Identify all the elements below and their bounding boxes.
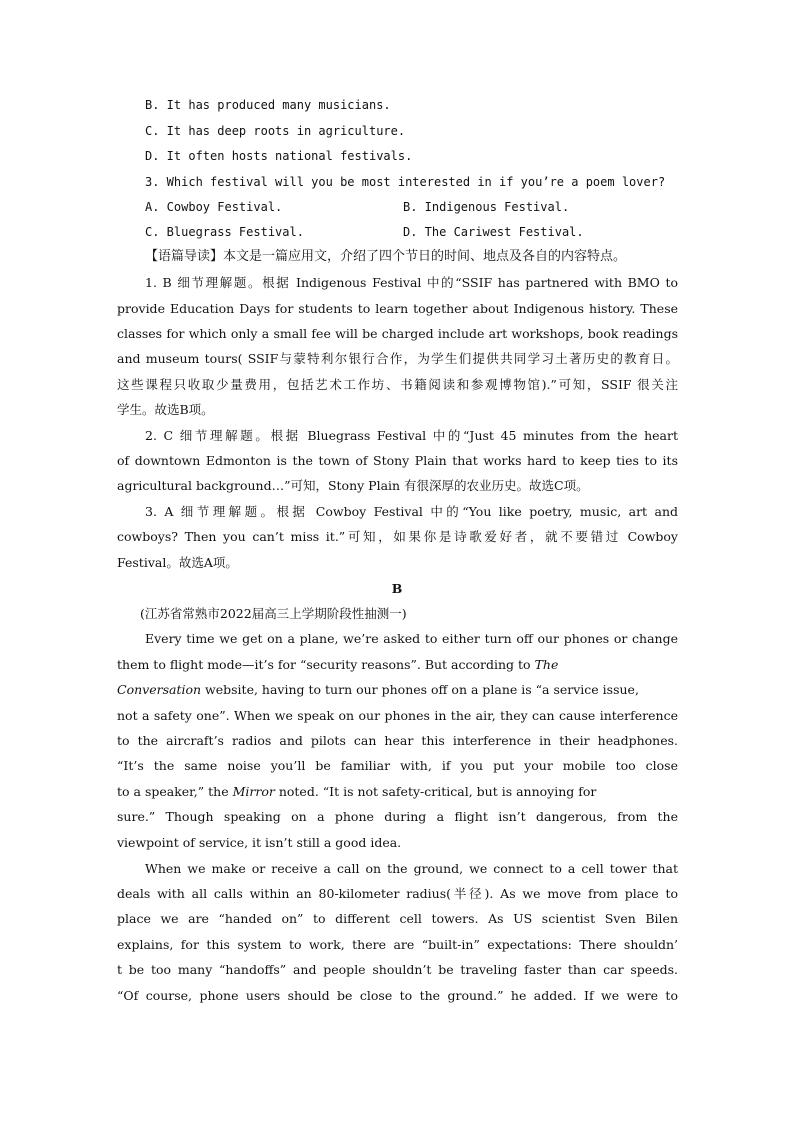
passage-p1-line: not a safety one”. When we speak on our phones in the air, they can cause interference <box>117 708 678 723</box>
answer-1-line: 这些课程只收取少量费用，包括艺术工作坊、书籍阅读和参观博物馆).”可知，SSIF 很关注 <box>117 377 678 392</box>
q3-option-a: A. Cowboy Festival. <box>145 200 283 214</box>
answer-3-line: 3. A 细节理解题。根据 Cowboy Festival 中的“You like poetry, music, art and <box>145 504 678 519</box>
q3-option-d: D. The Cariwest Festival. <box>403 225 584 239</box>
passage-guide: 【语篇导读】本文是一篇应用文，介绍了四个节日的时间、地点及各自的内容特点。 <box>145 249 627 264</box>
answer-2-line: agricultural background…”可知，Stony Plain 有很深厚的农业历史。故选C项。 <box>117 478 589 493</box>
publication-title: Conversation <box>117 682 202 697</box>
q3-option-b: B. Indigenous Festival. <box>403 200 570 214</box>
passage-p1-line: viewpoint of service, it isn’t still a good idea. <box>117 835 402 850</box>
passage-p2-line: explains, for this system to work, there are “built-in” expectations: There shouldn’ <box>117 937 678 952</box>
q2-option-c: C. It has deep roots in agriculture. <box>145 124 406 138</box>
passage-p1-line: Conversation website, having to turn our phones off on a plane is “a service issue, <box>117 682 639 697</box>
q2-option-b: B. It has produced many musicians. <box>145 98 391 112</box>
answer-3-line: Festival。故选A项。 <box>117 555 238 570</box>
publication-title: Mirror <box>232 784 275 799</box>
passage-p1-line: them to flight mode—it’s for “security reasons”. But according to The <box>117 657 559 672</box>
section-b-heading: B <box>391 581 403 596</box>
answer-1-line: 学生。故选B项。 <box>117 402 214 417</box>
q3-option-c: C. Bluegrass Festival. <box>145 225 304 239</box>
answer-2-line: of downtown Edmonton is the town of Stony Plain that works hard to keep ties to its <box>117 453 678 468</box>
passage-p1-line: to a speaker,” the Mirror noted. “It is not safety-critical, but is annoying for <box>117 784 597 799</box>
publication-title: The <box>534 657 559 672</box>
passage-p2-line: place we are “handed on” to different cell towers. As US scientist Sven Bilen <box>117 911 678 926</box>
answer-1-line: provide Education Days for students to learn together about Indigenous history. These <box>117 301 678 316</box>
q2-option-d: D. It often hosts national festivals. <box>145 149 413 163</box>
answer-3-line: cowboys? Then you can’t miss it.”可知，如果你是诗歌爱好者，就不要错过 Cowboy <box>117 529 678 544</box>
passage-p1-line: Every time we get on a plane, we’re asked to either turn off our phones or change <box>145 631 678 646</box>
passage-p2-line: t be too many “handoffs” and people shouldn’t be traveling faster than car speeds. <box>117 962 678 977</box>
passage-p2-line: “Of course, phone users should be close to the ground.” he added. If we were to <box>117 988 678 1003</box>
answer-1-line: classes for which only a small fee will be charged include art workshops, book readings <box>117 326 678 341</box>
section-b-source: (江苏省常熟市2022届高三上学期阶段性抽测一) <box>140 606 407 621</box>
answer-1-line: 1. B 细节理解题。根据 Indigenous Festival 中的“SSIF has partnered with BMO to <box>145 275 678 290</box>
passage-p1-line: to the aircraft’s radios and pilots can hear this interference in their headphones. <box>117 733 678 748</box>
passage-p2-line: deals with all calls within an 80-kilometer radius(半径). As we move from place to <box>117 886 678 901</box>
answer-1-line: and museum tours( SSIF与蒙特利尔银行合作，为学生们提供共同学习土著历史的教育日。 <box>117 351 678 366</box>
passage-p2-line: When we make or receive a call on the ground, we connect to a cell tower that <box>145 861 678 876</box>
answer-2-line: 2. C 细节理解题。根据 Bluegrass Festival 中的“Just 45 minutes from the heart <box>145 428 678 443</box>
passage-p1-line: sure.” Though speaking on a phone during a flight isn’t dangerous, from the <box>117 809 678 824</box>
passage-p1-line: “It’s the same noise you’ll be familiar with, if you put your mobile too close <box>117 758 678 773</box>
q3-stem: 3. Which festival will you be most interested in if you’re a poem lover? <box>145 175 666 189</box>
